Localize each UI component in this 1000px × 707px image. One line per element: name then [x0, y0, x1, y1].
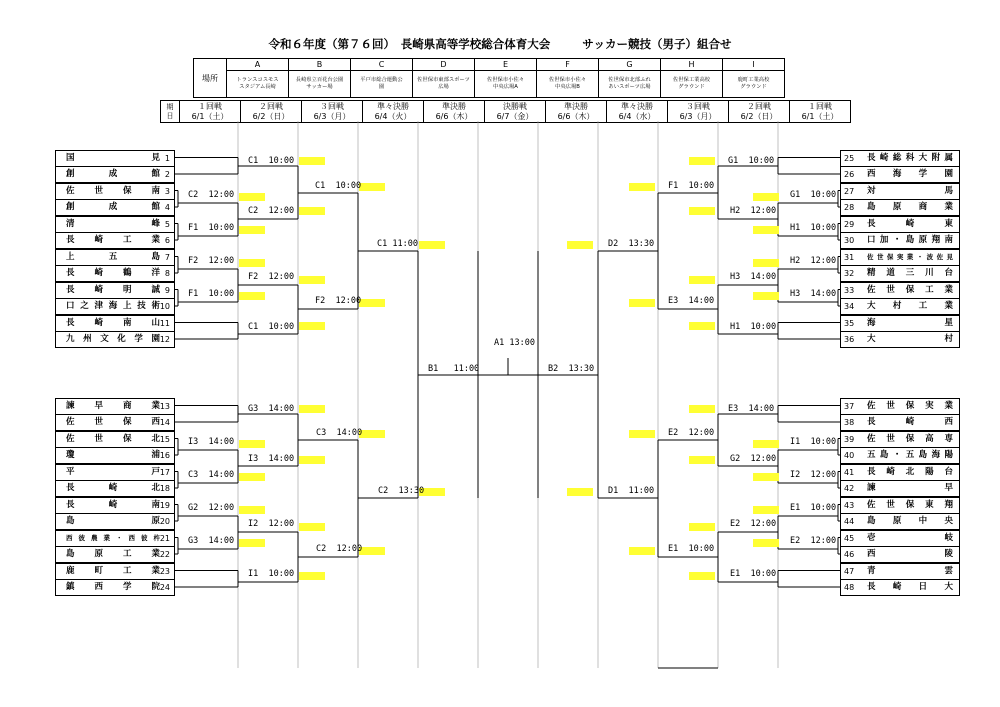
highlight-mark [689, 157, 715, 165]
highlight-mark [629, 547, 655, 555]
game-label: E3 14:00 [668, 296, 715, 306]
round-date: 6/3（月） [679, 111, 717, 121]
round-date: 6/2（日） [252, 111, 290, 121]
highlight-mark [299, 523, 325, 531]
round-name: １回戦 [808, 101, 832, 111]
team-name: 九州文化学園 [66, 334, 160, 344]
team-number: 23 [159, 566, 170, 576]
game-label: C3 14:00 [316, 428, 363, 438]
team-name: 創成館 [66, 169, 160, 179]
team-right-42 [840, 480, 960, 497]
team-number: 28 [844, 203, 855, 212]
team-name: 大村 [867, 334, 953, 344]
team-number: 39 [844, 434, 855, 444]
game-label: I3 14:00 [188, 437, 235, 447]
game-label: I2 12:00 [790, 470, 837, 480]
venue-code: G [599, 59, 661, 71]
team-left-1 [55, 150, 175, 167]
team-name: 国見 [66, 152, 160, 163]
game-label: C2 12:00 [248, 206, 295, 216]
round-name: １回戦 [198, 101, 222, 111]
team-right-38 [840, 414, 960, 431]
highlight-mark [629, 299, 655, 307]
team-right-32 [840, 265, 960, 282]
team-name: 長崎東 [867, 218, 953, 229]
team-left-21 [55, 530, 175, 547]
venue-code: I [723, 59, 785, 71]
team-name: 長崎南山 [66, 317, 160, 328]
team-left-8 [55, 265, 175, 282]
team-right-34 [840, 298, 960, 315]
game-label: A1 13:00 [494, 338, 535, 348]
game-label: E3 14:00 [728, 404, 775, 414]
team-number: 24 [159, 583, 170, 592]
highlight-mark [239, 193, 265, 201]
team-name: 対馬 [867, 185, 953, 196]
team-right-41 [840, 464, 960, 481]
round-date: 6/7（金） [496, 111, 534, 121]
team-number: 34 [844, 302, 855, 311]
team-number: 22 [159, 550, 170, 559]
round-name: 準々決勝 [621, 101, 653, 111]
highlight-mark [359, 299, 385, 307]
team-number: 14 [159, 418, 170, 427]
team-name: 口之津海上技術 [66, 301, 160, 311]
game-label: H2 12:00 [790, 256, 837, 266]
game-label: H1 10:00 [730, 322, 777, 332]
team-number: 30 [844, 236, 855, 245]
highlight-mark [689, 322, 715, 330]
highlight-mark [359, 183, 385, 191]
team-right-25 [840, 150, 960, 167]
game-label: H3 14:00 [790, 289, 837, 299]
highlight-mark [239, 292, 265, 300]
game-label: C1 10:00 [315, 181, 362, 191]
team-name: 佐世保工業 [867, 284, 953, 295]
team-name: 五島・五島海陽 [867, 450, 953, 460]
team-left-20 [55, 513, 175, 530]
highlight-mark [753, 259, 779, 267]
team-number: 5 [164, 219, 170, 229]
highlight-mark [689, 523, 715, 531]
venue-code: A [227, 59, 289, 71]
venue-header: 場所 [194, 59, 227, 98]
highlight-mark [753, 539, 779, 547]
team-number: 37 [844, 401, 855, 411]
team-right-45 [840, 530, 960, 547]
team-number: 47 [844, 566, 855, 576]
team-number: 11 [159, 318, 170, 328]
team-number: 48 [844, 583, 855, 592]
team-number: 41 [844, 467, 855, 477]
game-label: I1 10:00 [248, 569, 295, 579]
venue-name: 佐世保市北部ふれ あいスポーツ広場 [599, 71, 661, 98]
team-name: 精道三川台 [867, 268, 953, 278]
team-number: 46 [844, 550, 855, 559]
team-left-18 [55, 480, 175, 497]
team-number: 45 [844, 533, 855, 543]
round-name: 準々決勝 [377, 101, 409, 111]
highlight-mark [753, 292, 779, 300]
team-right-35 [840, 315, 960, 332]
team-left-19 [55, 497, 175, 514]
team-left-17 [55, 464, 175, 481]
team-number: 33 [844, 285, 855, 295]
team-name: 平戸 [66, 466, 160, 477]
highlight-mark [689, 572, 715, 580]
game-label: F2 12:00 [248, 272, 295, 282]
highlight-mark [629, 183, 655, 191]
team-number: 29 [844, 219, 855, 229]
team-name: 諫早 [867, 483, 953, 493]
game-label: G1 10:00 [790, 190, 837, 200]
team-number: 31 [844, 252, 855, 262]
game-label: E2 12:00 [668, 428, 715, 438]
team-name: 鹿町工業 [66, 565, 160, 576]
highlight-mark [753, 440, 779, 448]
team-number: 12 [159, 335, 170, 344]
team-number: 10 [159, 302, 170, 311]
team-left-22 [55, 546, 175, 563]
highlight-mark [753, 506, 779, 514]
highlight-mark [239, 440, 265, 448]
game-label: E1 10:00 [730, 569, 777, 579]
venue-name: 平戸市総合運動公 園 [351, 71, 413, 98]
date-header: 期 日 [161, 101, 180, 123]
highlight-mark [359, 547, 385, 555]
highlight-mark [239, 226, 265, 234]
team-number: 2 [164, 170, 170, 179]
venue-name: 佐世保市小佐々 中央広場A [475, 71, 537, 98]
team-left-24 [55, 579, 175, 596]
game-label: G3 14:00 [188, 536, 235, 546]
game-label: F2 12:00 [315, 296, 362, 306]
team-name: 佐世保北 [66, 433, 160, 444]
game-label: G1 10:00 [728, 156, 775, 166]
game-label: F2 12:00 [188, 256, 235, 266]
team-name: 西海学園 [867, 169, 953, 179]
team-name: 大村工業 [867, 301, 953, 311]
team-right-30 [840, 232, 960, 249]
team-left-14 [55, 414, 175, 431]
title-event: 令和６年度（第７６回） 長崎県高等学校総合体育大会 [268, 37, 551, 51]
team-right-29 [840, 216, 960, 233]
team-number: 20 [159, 517, 170, 526]
venue-name: 長崎県立百花台公園 サッカー場 [289, 71, 351, 98]
round-name: 準決勝 [564, 101, 588, 111]
team-right-37 [840, 398, 960, 415]
team-number: 6 [164, 236, 170, 245]
highlight-mark [239, 506, 265, 514]
team-name: 創成館 [66, 202, 160, 212]
team-right-28 [840, 199, 960, 216]
team-number: 7 [164, 252, 170, 262]
team-left-9 [55, 282, 175, 299]
round-name: ３回戦 [320, 101, 344, 111]
highlight-mark [239, 259, 265, 267]
team-left-4 [55, 199, 175, 216]
team-name: 口加・島原翔南 [867, 235, 953, 245]
team-left-12 [55, 331, 175, 348]
highlight-mark [359, 430, 385, 438]
venue-code: E [475, 59, 537, 71]
team-number: 17 [159, 467, 170, 477]
highlight-mark [689, 207, 715, 215]
round-date: 6/4（水） [618, 111, 656, 121]
team-right-47 [840, 563, 960, 580]
team-name: 長崎西 [867, 417, 953, 427]
team-right-33 [840, 282, 960, 299]
team-left-11 [55, 315, 175, 332]
game-label: B2 13:30 [548, 364, 595, 374]
team-name: 長崎北 [66, 483, 160, 493]
round-name: 準決勝 [442, 101, 466, 111]
game-label: C1 10:00 [248, 156, 295, 166]
team-left-16 [55, 447, 175, 464]
venue-name: 鹿町工業高校 グラウンド [723, 71, 785, 98]
round-date: 6/2（日） [740, 111, 778, 121]
team-name: 佐世保実業・波佐見 [867, 252, 953, 261]
team-number: 32 [844, 269, 855, 278]
team-name: 瓊浦 [66, 450, 160, 460]
highlight-mark [299, 207, 325, 215]
team-number: 35 [844, 318, 855, 328]
team-number: 9 [164, 285, 170, 295]
team-name: 鎮西学院 [66, 582, 160, 592]
team-name: 佐世保西 [66, 417, 160, 427]
team-name: 長崎総科大附属 [867, 152, 953, 163]
highlight-mark [299, 157, 325, 165]
game-label: H2 12:00 [730, 206, 777, 216]
highlight-mark [753, 473, 779, 481]
team-number: 44 [844, 517, 855, 526]
team-name: 諫早商業 [66, 400, 160, 411]
team-name: 島原中央 [867, 516, 953, 526]
game-label: F1 10:00 [668, 181, 715, 191]
team-name: 佐世保南 [66, 185, 160, 196]
round-name: 決勝戦 [503, 101, 527, 111]
game-label: H1 10:00 [790, 223, 837, 233]
venue-code: C [351, 59, 413, 71]
game-label: C1 10:00 [248, 322, 295, 332]
team-name: 清峰 [66, 218, 160, 229]
team-name: 西彼農業・西彼杵 [66, 533, 160, 542]
team-right-48 [840, 579, 960, 596]
game-label: E2 12:00 [790, 536, 837, 546]
team-name: 壱岐 [867, 532, 953, 543]
highlight-mark [419, 241, 445, 249]
team-name: 島原工業 [66, 549, 160, 559]
team-number: 18 [159, 484, 170, 493]
team-number: 25 [844, 153, 855, 163]
round-date: 6/6（木） [435, 111, 473, 121]
team-name: 島原 [66, 516, 160, 526]
team-right-46 [840, 546, 960, 563]
team-name: 佐世保東翔 [867, 499, 953, 510]
highlight-mark [567, 488, 593, 496]
team-name: 西陵 [867, 549, 953, 559]
game-label: F1 10:00 [188, 289, 235, 299]
team-left-13 [55, 398, 175, 415]
team-number: 36 [844, 335, 855, 344]
team-name: 長崎日大 [867, 582, 953, 592]
game-label: C1 11:00 [377, 239, 418, 249]
venue-name: 佐世保市小佐々 中央広場B [537, 71, 599, 98]
game-label: I3 14:00 [248, 454, 295, 464]
team-name: 島原商業 [867, 202, 953, 212]
team-number: 19 [159, 500, 170, 510]
highlight-mark [239, 539, 265, 547]
round-name: ２回戦 [259, 101, 283, 111]
round-date: 6/4（火） [374, 111, 412, 121]
team-number: 3 [164, 186, 170, 196]
team-name: 長崎北陽台 [867, 466, 953, 477]
highlight-mark [689, 405, 715, 413]
team-name: 長崎明誠 [66, 284, 160, 295]
team-name: 長崎南 [66, 499, 160, 510]
team-number: 1 [164, 153, 170, 163]
team-number: 4 [164, 203, 170, 212]
team-right-27 [840, 183, 960, 200]
venue-name: トランスコスモス スタジアム長崎 [227, 71, 289, 98]
game-label: H3 14:00 [730, 272, 777, 282]
team-right-39 [840, 431, 960, 448]
team-name: 海星 [867, 317, 953, 328]
game-label: F1 10:00 [188, 223, 235, 233]
team-right-40 [840, 447, 960, 464]
venue-code: D [413, 59, 475, 71]
team-name: 佐世保高専 [867, 433, 953, 444]
game-label: G3 14:00 [248, 404, 295, 414]
round-date: 6/6（木） [557, 111, 595, 121]
team-left-3 [55, 183, 175, 200]
highlight-mark [753, 193, 779, 201]
team-left-10 [55, 298, 175, 315]
venue-name: 佐世保市東部スポーツ 広場 [413, 71, 475, 98]
team-left-5 [55, 216, 175, 233]
game-label: E1 10:00 [790, 503, 837, 513]
highlight-mark [299, 456, 325, 464]
highlight-mark [689, 276, 715, 284]
team-number: 40 [844, 451, 855, 460]
team-number: 16 [159, 451, 170, 460]
round-name: ３回戦 [686, 101, 710, 111]
team-left-15 [55, 431, 175, 448]
venue-code: F [537, 59, 599, 71]
game-label: C3 14:00 [188, 470, 235, 480]
highlight-mark [689, 456, 715, 464]
team-number: 13 [159, 401, 170, 411]
highlight-mark [299, 276, 325, 284]
highlight-mark [299, 572, 325, 580]
highlight-mark [299, 322, 325, 330]
team-left-23 [55, 563, 175, 580]
game-label: C2 13:30 [378, 486, 425, 496]
game-label: E2 12:00 [730, 519, 777, 529]
highlight-mark [629, 430, 655, 438]
venue-code: H [661, 59, 723, 71]
round-date: 6/1（土） [191, 111, 229, 121]
highlight-mark [753, 226, 779, 234]
team-number: 26 [844, 170, 855, 179]
highlight-mark [239, 473, 265, 481]
team-right-31 [840, 249, 960, 266]
highlight-mark [299, 405, 325, 413]
team-number: 21 [159, 533, 170, 543]
game-label: E1 10:00 [668, 544, 715, 554]
team-right-26 [840, 166, 960, 183]
venue-code: B [289, 59, 351, 71]
game-label: C2 12:00 [188, 190, 235, 200]
game-label: C2 12:00 [316, 544, 363, 554]
team-left-7 [55, 249, 175, 266]
team-number: 15 [159, 434, 170, 444]
team-name: 長崎工業 [66, 235, 160, 245]
game-label: I2 12:00 [248, 519, 295, 529]
round-date: 6/3（月） [313, 111, 351, 121]
game-label: D1 11:00 [608, 486, 655, 496]
game-label: G2 12:00 [188, 503, 235, 513]
team-name: 佐世保実業 [867, 400, 953, 411]
team-number: 38 [844, 418, 855, 427]
game-label: G2 12:00 [730, 454, 777, 464]
game-label: B1 11:00 [428, 364, 480, 374]
round-date: 6/1（土） [801, 111, 839, 121]
team-number: 8 [164, 269, 170, 278]
team-right-44 [840, 513, 960, 530]
round-name: ２回戦 [747, 101, 771, 111]
team-number: 42 [844, 484, 855, 493]
title-section: サッカー競技（男子）組合せ [582, 37, 732, 51]
game-label: D2 13:30 [608, 239, 655, 249]
team-right-36 [840, 331, 960, 348]
team-name: 上五島 [66, 251, 160, 262]
team-left-2 [55, 166, 175, 183]
highlight-mark [567, 241, 593, 249]
game-label: I1 10:00 [790, 437, 837, 447]
team-left-6 [55, 232, 175, 249]
team-number: 27 [844, 186, 855, 196]
team-name: 長崎鶴洋 [66, 268, 160, 278]
team-number: 43 [844, 500, 855, 510]
team-right-43 [840, 497, 960, 514]
venue-name: 佐世保工業高校 グラウンド [661, 71, 723, 98]
team-name: 青雲 [867, 565, 953, 576]
